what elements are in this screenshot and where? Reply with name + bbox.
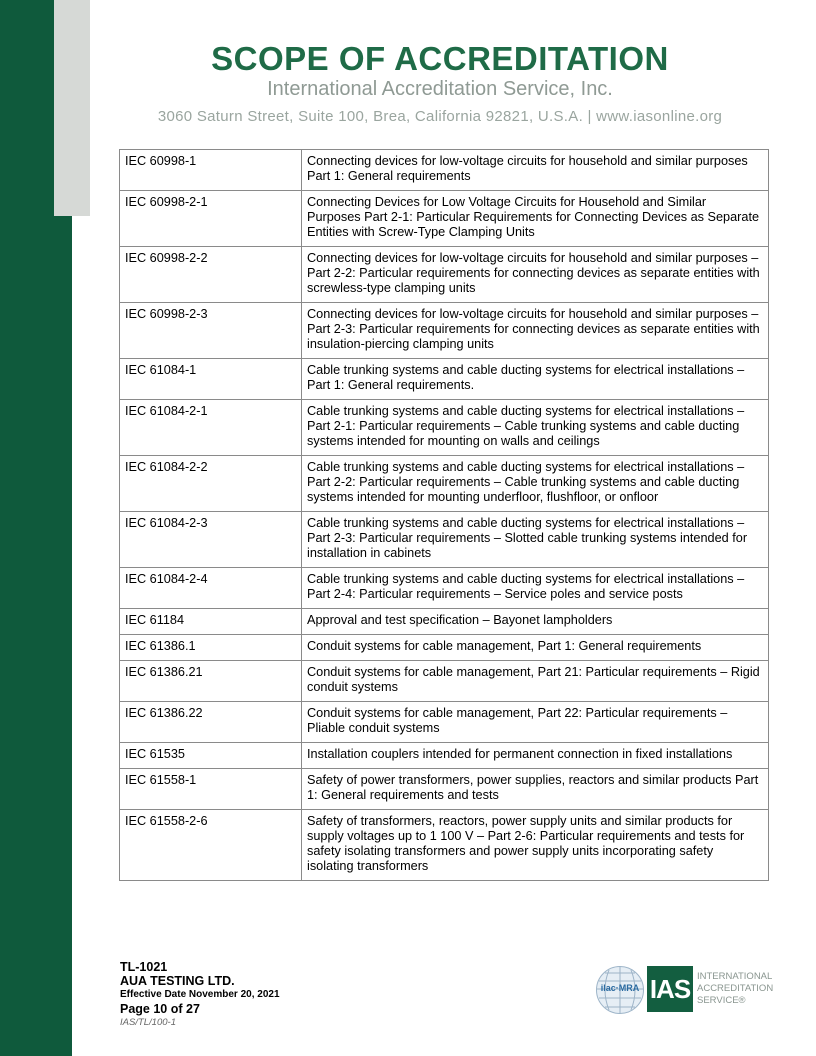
table-row <box>120 191 769 247</box>
standard-code: IEC 61084-2-2 <box>120 456 302 512</box>
scope-table-body <box>120 150 769 881</box>
standard-code: IEC 61558-1 <box>120 769 302 810</box>
table-row <box>120 247 769 303</box>
standard-code: IEC 61386.1 <box>120 635 302 661</box>
table-row <box>120 400 769 456</box>
footer-info <box>120 960 280 1030</box>
standard-code: IEC 61084-1 <box>120 359 302 400</box>
standard-description: Conduit systems for cable management, Part 1: General requirements <box>302 635 769 661</box>
table-row <box>120 743 769 769</box>
footer-effective-date: Effective Date November 20, 2021 <box>120 989 280 1000</box>
standard-description: Connecting Devices for Low Voltage Circuits for Household and Similar Purposes Part 2-1: Particular Requirements for Connecting Devices as Separate Entities with Screw-Type Clamping Units <box>302 191 769 247</box>
scope-table <box>119 149 769 881</box>
standard-description: Cable trunking systems and cable ducting systems for electrical installations – Part 2-2: Particular requirements – Cable trunking systems and cable ducting systems intended for mounting underfloor, flushfloor, or onfloor <box>302 456 769 512</box>
standard-code: IEC 61084-2-4 <box>120 568 302 609</box>
table-row <box>120 456 769 512</box>
table-row <box>120 661 769 702</box>
ias-word-3: SERVICE® <box>697 995 746 1006</box>
standard-description: Conduit systems for cable management, Part 21: Particular requirements – Rigid conduit systems <box>302 661 769 702</box>
standard-code: IEC 61084-2-1 <box>120 400 302 456</box>
standard-code: IEC 61558-2-6 <box>120 810 302 881</box>
standard-code: IEC 61386.22 <box>120 702 302 743</box>
table-row <box>120 702 769 743</box>
ias-word-2: ACCREDITATION <box>697 983 774 994</box>
organization-address: 3060 Saturn Street, Suite 100, Brea, California 92821, U.S.A. | www.iasonline.org <box>157 108 723 125</box>
ias-word-1: INTERNATIONAL <box>697 971 773 982</box>
footer-form-ref: IAS/TL/100-1 <box>120 1017 176 1028</box>
table-row <box>120 303 769 359</box>
table-row <box>120 150 769 191</box>
left-grey-stripe <box>54 0 90 216</box>
standard-code: IEC 61084-2-3 <box>120 512 302 568</box>
table-row <box>120 568 769 609</box>
ias-logo-letters: IAS <box>649 974 691 1004</box>
standard-code: IEC 61535 <box>120 743 302 769</box>
footer-company: AUA TESTING LTD. <box>120 974 235 988</box>
table-row <box>120 769 769 810</box>
ilac-logo-text: ilac·MRA <box>600 983 640 993</box>
organization-name: International Accreditation Service, Inc. <box>267 78 613 100</box>
standard-description: Cable trunking systems and cable ducting systems for electrical installations – Part 1: General requirements. <box>302 359 769 400</box>
standard-description: Installation couplers intended for permanent connection in fixed installations <box>302 743 769 769</box>
standard-code: IEC 60998-2-2 <box>120 247 302 303</box>
standard-description: Connecting devices for low-voltage circuits for household and similar purposes – Part 2-2: Particular requirements for connecting devices as separate entities with screwless-type clamping units <box>302 247 769 303</box>
table-row <box>120 359 769 400</box>
table-row <box>120 512 769 568</box>
standard-description: Cable trunking systems and cable ducting systems for electrical installations – Part 2-3: Particular requirements – Slotted cable trunking systems intended for installation in cabinets <box>302 512 769 568</box>
table-row <box>120 609 769 635</box>
footer-page-number: Page 10 of 27 <box>120 1002 200 1016</box>
standard-code: IEC 61386.21 <box>120 661 302 702</box>
standard-description: Safety of transformers, reactors, power supply units and similar products for supply voltages up to 1 100 V – Part 2-6: Particular requirements and tests for safety isolating transformers and power supply units incorporating safety isolating transformers <box>302 810 769 881</box>
standard-code: IEC 60998-2-1 <box>120 191 302 247</box>
standard-code: IEC 60998-2-3 <box>120 303 302 359</box>
table-row <box>120 810 769 881</box>
standard-description: Cable trunking systems and cable ducting systems for electrical installations – Part 2-1: Particular requirements – Cable trunking systems and cable ducting systems intended for mounting on walls and ceilings <box>302 400 769 456</box>
standard-description: Approval and test specification – Bayonet lampholders <box>302 609 769 635</box>
table-row <box>120 635 769 661</box>
ias-logo <box>647 966 693 1012</box>
ilac-mra-logo <box>596 966 644 1014</box>
footer-doc-id: TL-1021 <box>120 960 168 974</box>
standard-description: Connecting devices for low-voltage circuits for household and similar purposes – Part 2-3: Particular requirements for connecting devices as separate entities with insulation-piercing clamping units <box>302 303 769 359</box>
standard-code: IEC 60998-1 <box>120 150 302 191</box>
standard-description: Conduit systems for cable management, Part 22: Particular requirements – Pliable conduit systems <box>302 702 769 743</box>
standard-description: Safety of power transformers, power supplies, reactors and similar products Part 1: General requirements and tests <box>302 769 769 810</box>
standard-code: IEC 61184 <box>120 609 302 635</box>
standard-description: Connecting devices for low-voltage circuits for household and similar purposes Part 1: General requirements <box>302 150 769 191</box>
standard-description: Cable trunking systems and cable ducting systems for electrical installations – Part 2-4: Particular requirements – Service poles and service posts <box>302 568 769 609</box>
page-title: SCOPE OF ACCREDITATION <box>211 40 669 77</box>
ias-logo-words <box>697 971 773 1007</box>
